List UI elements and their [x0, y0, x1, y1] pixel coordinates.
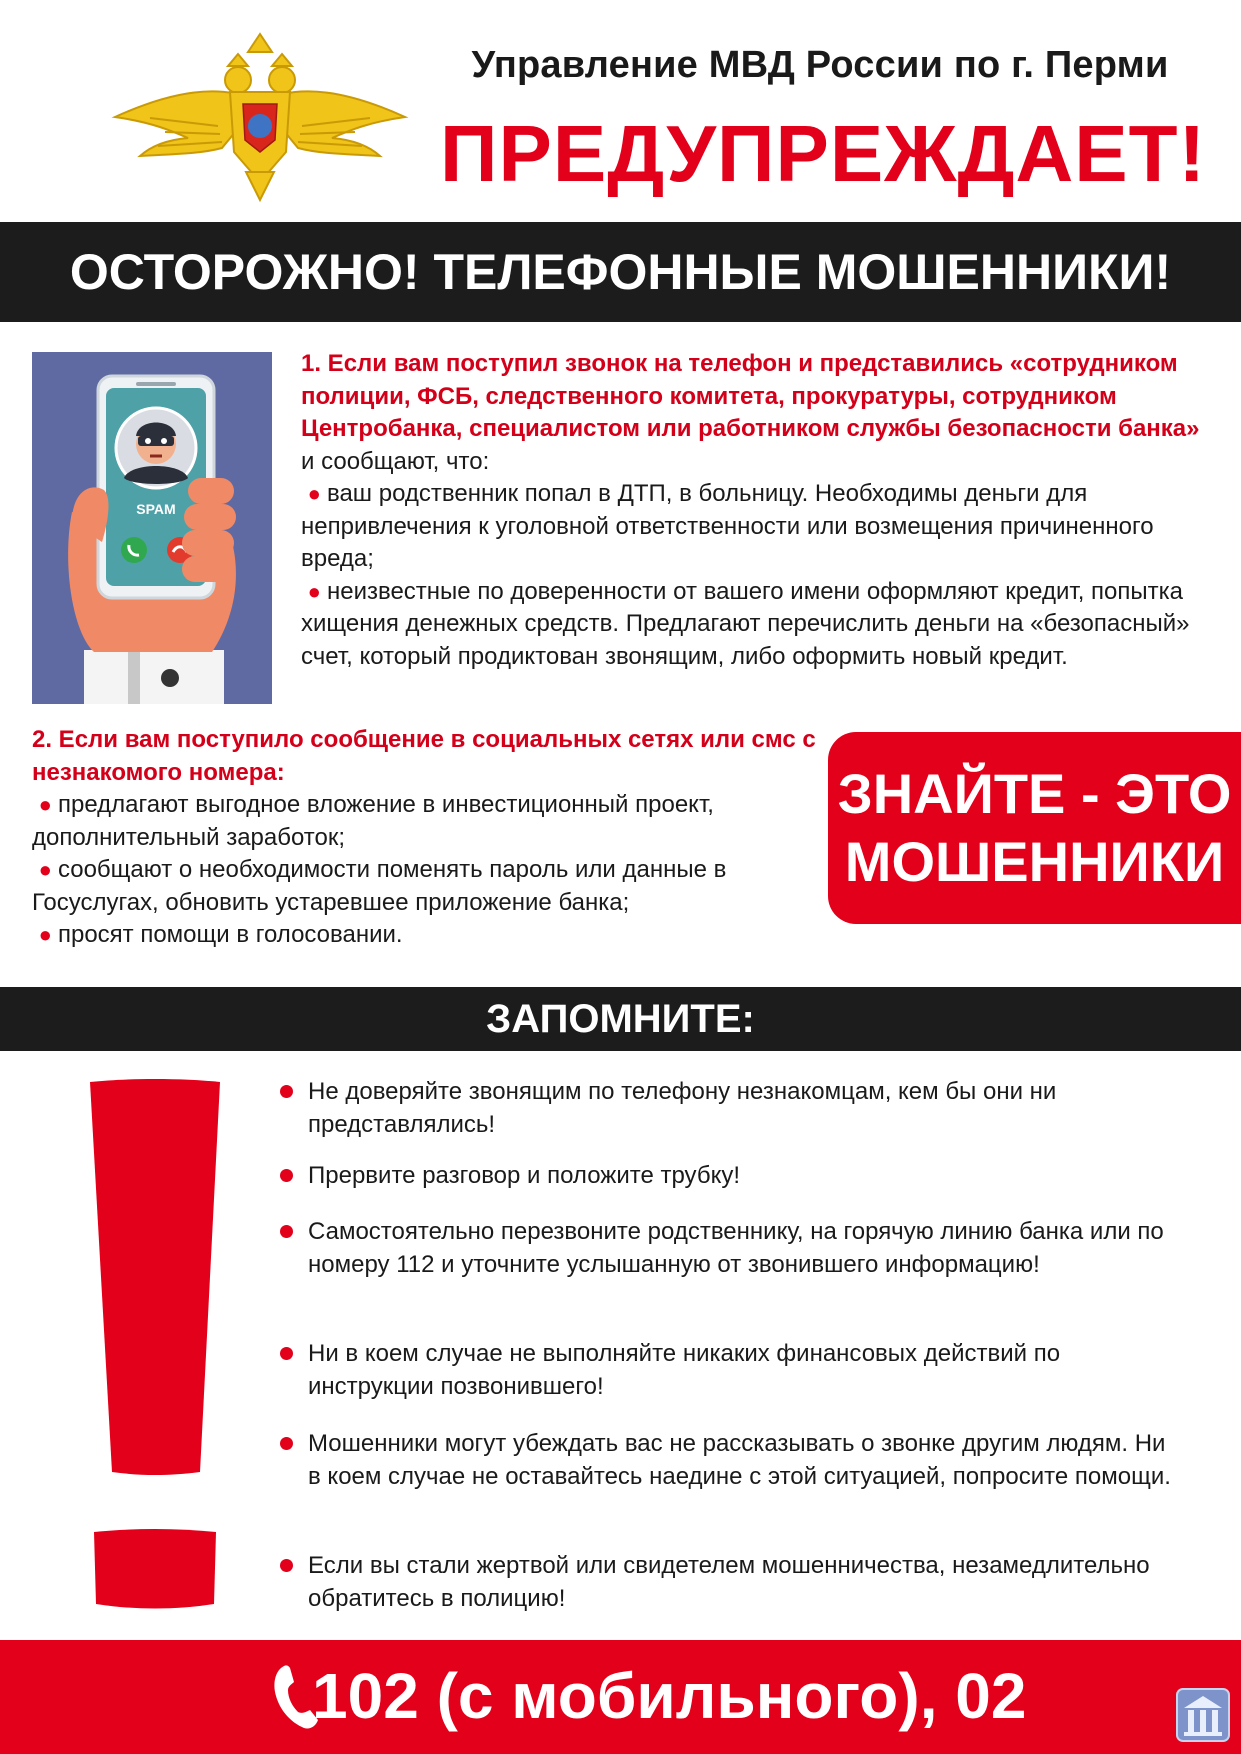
bullet-dot-icon: ● [307, 578, 321, 604]
remember-item: Мошенники могут убеждать вас не рассказывать о звонке другим людям. Ни в коем случае не оставайтесь наедине с этой ситуацией, попросите помощи. [280, 1428, 1180, 1493]
section-2-bullet: ● просят помощи в голосовании. [38, 921, 403, 948]
section-2-message-scam [32, 724, 822, 952]
section-1-lead-rest: и сообщают, что: [301, 447, 490, 475]
organization-title: Управление МВД России по г. Перми [471, 44, 1169, 86]
bullet-dot-icon [280, 1437, 293, 1450]
section-2-bullet: ● сообщают о необходимости поменять пароль или данные в Госуслугах, обновить устаревшее приложение банка; [32, 856, 727, 916]
bullet-dot-icon: ● [38, 922, 52, 947]
accept-call-icon [121, 537, 147, 563]
remember-item: Не доверяйте звонящим по телефону незнакомцам, кем бы они ни представлялись! [280, 1076, 1180, 1141]
know-these-are-scammers-box [828, 732, 1241, 924]
section-2-bullet: ● предлагают выгодное вложение в инвестиционный проект, дополнительный заработок; [32, 791, 714, 851]
bullet-dot-icon: ● [307, 481, 321, 506]
remember-item: Если вы стали жертвой или свидетелем мошенничества, незамедлительно обратитесь в полицию! [280, 1550, 1180, 1615]
exclamation-mark-icon [88, 1078, 222, 1614]
section-2-lead: 2. Если вам поступило сообщение в социальных сетях или смс с незнакомого номера: [32, 726, 816, 786]
section-1-lead: 1. Если вам поступил звонок на телефон и представились «сотрудником полиции, ФСБ, следственного комитета, прокуратуры, сотрудником Центробанка, специалистом или работником службы безопасности банка» [301, 350, 1200, 442]
bullet-dot-icon [280, 1169, 293, 1182]
bullet-dot-icon [280, 1085, 293, 1098]
section-1-bullet: ● ваш родственник попал в ДТП, в больницу. Необходимы деньги для непривлечения к уголовной ответственности или возмещения причиненного вреда; [301, 480, 1154, 572]
scam-call-illustration [32, 352, 272, 704]
warning-title: ПРЕДУПРЕЖДАЕТ! [440, 109, 1207, 198]
remember-item: Самостоятельно перезвоните родственнику, на горячую линию банка или по номеру 112 и уточните услышанную от звонившего информацию! [280, 1216, 1180, 1281]
watermark-logo-icon [1176, 1688, 1230, 1742]
bullet-dot-icon: ● [38, 792, 52, 817]
bullet-dot-icon [280, 1347, 293, 1360]
section-1-call-scam [301, 348, 1201, 673]
bullet-dot-icon [280, 1559, 293, 1572]
know-box-line-1: ЗНАЙТЕ - ЭТО [837, 762, 1232, 825]
main-warning-banner: ОСТОРОЖНО! ТЕЛЕФОННЫЕ МОШЕННИКИ! [0, 222, 1241, 322]
remember-item: Ни в коем случае не выполняйте никаких финансовых действий по инструкции позвонившего! [280, 1338, 1180, 1403]
know-box-line-2: МОШЕННИКИ [844, 830, 1225, 893]
spam-label: SPAM [136, 501, 176, 517]
mvd-emblem-icon [110, 22, 410, 202]
bullet-dot-icon [280, 1225, 293, 1238]
remember-banner: ЗАПОМНИТЕ: [0, 987, 1241, 1051]
bullet-dot-icon: ● [38, 857, 52, 882]
emergency-phone-text: 102 (с мобильного), 02 [312, 1660, 1027, 1732]
section-1-bullet: ● неизвестные по доверенности от вашего имени оформляют кредит, попытка хищения денежных средств. Предлагают перечислить деньги на «безопасный» счет, который продиктован звонящим, либо оформить новый кредит. [301, 577, 1190, 670]
remember-item: Прервите разговор и положите трубку! [280, 1160, 1180, 1193]
